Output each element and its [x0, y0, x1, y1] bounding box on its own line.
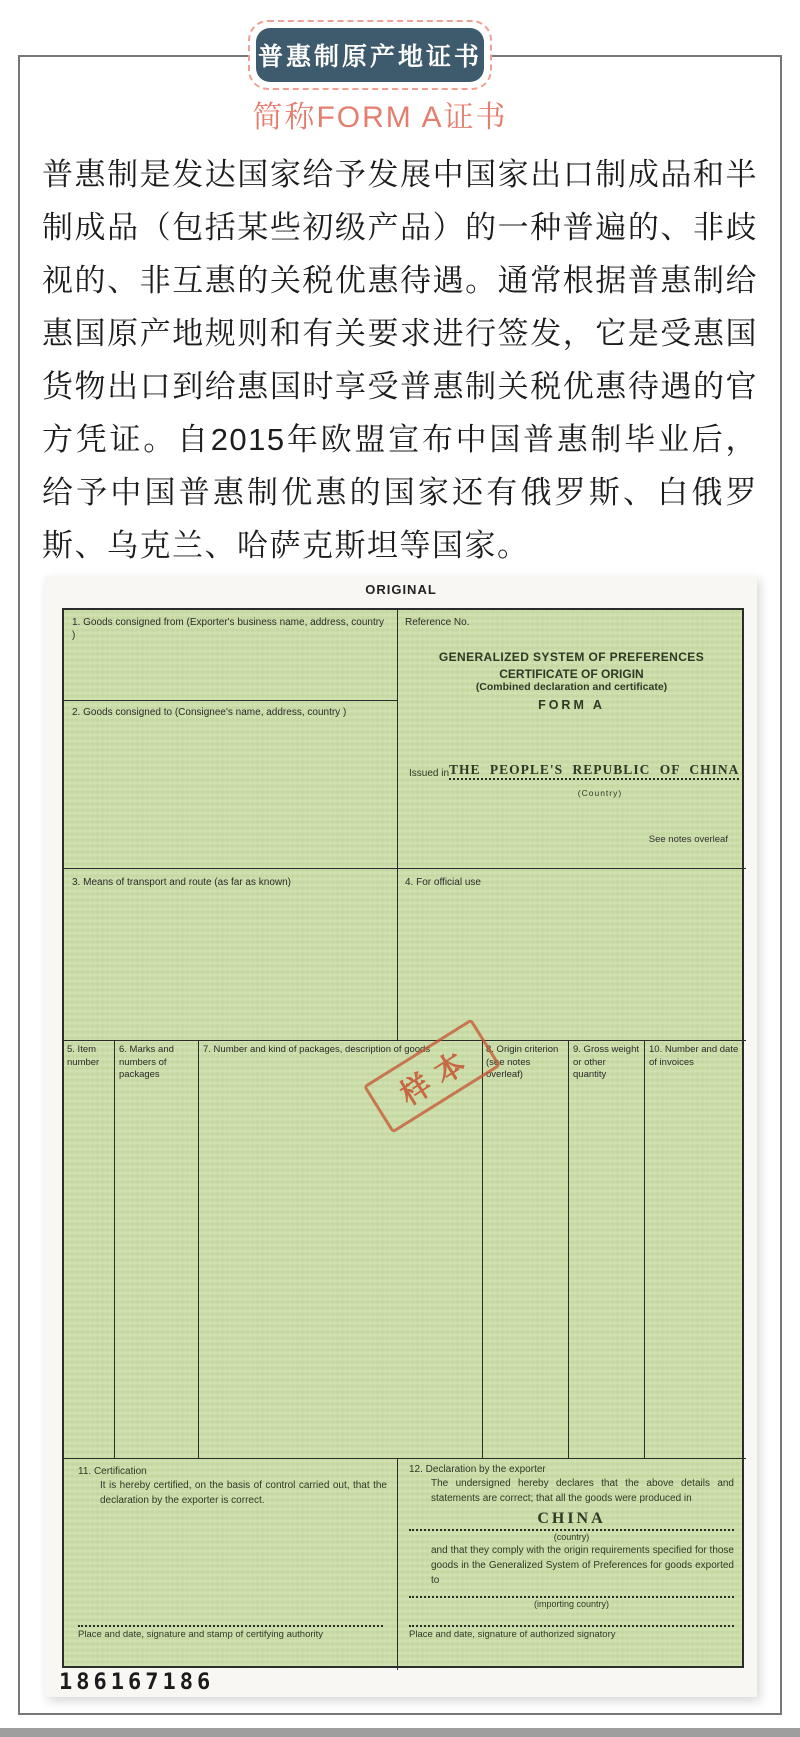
box12-title: 12. Declaration by the exporter: [409, 1464, 546, 1475]
box11-body: It is hereby certified, on the basis of control carried out, that the declaration by the exporter is correct.: [100, 1480, 387, 1506]
combined-declaration-subtitle: (Combined declaration and certificate): [475, 681, 668, 693]
box12-signature-line: [409, 1625, 734, 1627]
column-header-marks-numbers: 6. Marks and numbers of packages: [119, 1044, 174, 1080]
see-notes-overleaf: See notes overleaf: [648, 834, 728, 845]
box12-body-2: and that they comply with the origin requirements specified for those goods in the Generalized System of Preferences for goods exported to: [431, 1545, 734, 1586]
issued-in-label: Issued in: [409, 768, 450, 779]
issuing-country-value: THE PEOPLE'S REPUBLIC OF CHINA: [449, 762, 739, 780]
box12-declaration: [397, 1458, 746, 1668]
column-header-gross-weight: 9. Gross weight or other quantity: [573, 1044, 639, 1080]
country-dotted-line: [409, 1529, 734, 1531]
box11-signature-line: [78, 1625, 383, 1627]
box4-label: 4. For official use: [405, 877, 481, 888]
certificate-of-origin-title: CERTIFICATE OF ORIGIN: [499, 667, 644, 681]
box12-signature-caption: Place and date, signature of authorized signatory: [409, 1629, 616, 1640]
box1-label: 1. Goods consigned from (Exporter's business name, address, country ): [72, 617, 385, 641]
form-a-title: FORM A: [538, 698, 605, 712]
country-caption: (Country): [577, 788, 623, 798]
importing-country-caption: (importing country): [533, 1599, 610, 1609]
column-header-invoices: 10. Number and date of invoices: [649, 1044, 739, 1068]
column-line-2: [198, 1040, 199, 1458]
bottom-gray-bar: [0, 1728, 800, 1737]
divider-box1-box2: [64, 700, 397, 701]
certificate-photo: [45, 576, 757, 1697]
serial-number: 186167186: [59, 1670, 215, 1695]
badge-title: 普惠制原产地证书: [256, 28, 484, 82]
column-line-5: [644, 1040, 645, 1458]
column-header-packages-goods: 7. Number and kind of packages, description of goods: [203, 1044, 431, 1055]
country-caption-small: (country): [553, 1532, 590, 1542]
article-subtitle: 简称FORM A证书: [252, 101, 508, 134]
box2-label: 2. Goods consigned to (Consignee's name, address, country ): [72, 707, 347, 718]
reference-no-label: Reference No.: [405, 617, 470, 628]
box11-title: 11. Certification: [78, 1466, 147, 1477]
gsp-title: GENERALIZED SYSTEM OF PREFERENCES: [438, 650, 705, 664]
doc-type-label: ORIGINAL: [365, 582, 437, 597]
box3-label: 3. Means of transport and route (as far as known): [72, 877, 291, 888]
title-badge: [248, 20, 492, 90]
column-header-item-number: 5. Item number: [67, 1044, 100, 1068]
column-line-4: [568, 1040, 569, 1458]
column-header-origin-criterion: 8. Origin criterion (see notes overleaf): [486, 1044, 559, 1080]
box11-signature-area: [78, 1624, 383, 1640]
form-a-certificate: [62, 608, 744, 1668]
gsp-header-block: [397, 650, 746, 712]
divider-row3-top: [64, 868, 746, 869]
sample-stamp: 样本: [363, 1018, 501, 1133]
box12-signature-area: [409, 1625, 734, 1640]
article-paragraph: 普惠制是发达国家给予发展中国家出口制成品和半制成品（包括某些初级产品）的一种普遍的、非歧视的、非互惠的关税优惠待遇。通常根据普惠制给惠国原产地规则和有关要求进行签发，它是受惠国货物出口到给惠国时享受普惠制关税优惠待遇的官方凭证。自2015年欧盟宣布中国普惠制毕业后，给予中国普惠制优惠的国家还有俄罗斯、白俄罗斯、乌克兰、哈萨克斯坦等国家。: [42, 157, 758, 563]
box11-signature-caption: Place and date, signature and stamp of certifying authority: [78, 1629, 324, 1640]
box11-certification: [64, 1458, 397, 1668]
importing-country-line: [409, 1596, 734, 1598]
issued-in-row: [409, 762, 740, 780]
column-line-1: [114, 1040, 115, 1458]
produced-in-country: CHINA: [537, 1510, 606, 1527]
column-line-3: [482, 1040, 483, 1458]
box12-body-1: The undersigned hereby declares that the above details and statements are correct; that all the goods were produced in: [431, 1478, 734, 1504]
